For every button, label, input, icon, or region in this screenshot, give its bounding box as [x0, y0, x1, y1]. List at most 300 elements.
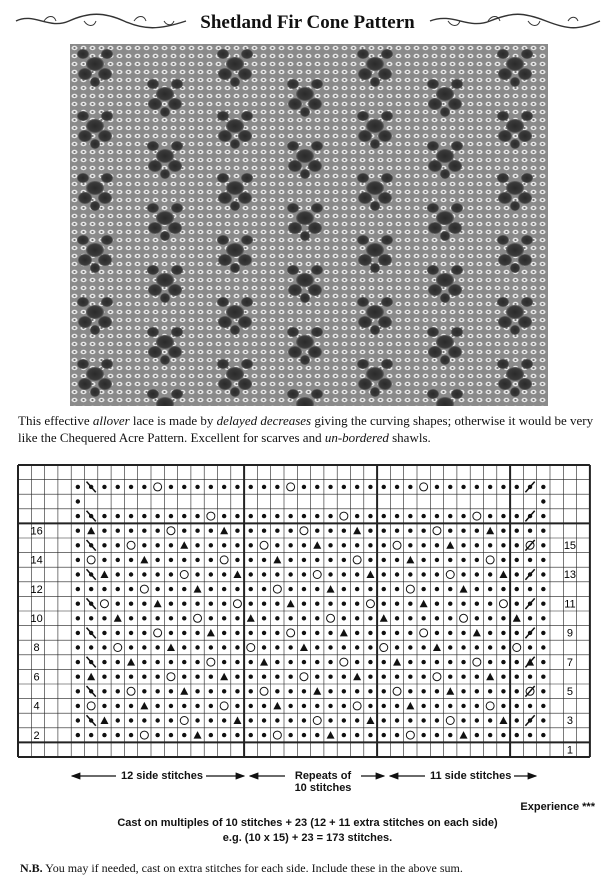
chart-knit-dot [382, 602, 386, 606]
chart-knit-dot [488, 587, 492, 591]
chart-knit-dot [461, 529, 465, 533]
lace-hole [308, 346, 322, 358]
chart-knit-dot [461, 602, 465, 606]
chart-decrease-mark [100, 571, 108, 579]
chart-knit-dot [435, 733, 439, 737]
chart-knit-dot [488, 616, 492, 620]
chart-yo-mark [433, 527, 441, 535]
lace-hole [78, 378, 92, 390]
lace-hole [366, 367, 384, 381]
chart-knit-dot [129, 485, 133, 489]
chart-knit-dot [275, 689, 279, 693]
chart-knit-dot [368, 660, 372, 664]
lace-hole [90, 139, 100, 149]
chart-knit-dot [116, 704, 120, 708]
chart-knit-dot [421, 616, 425, 620]
chart-knit-dot [195, 485, 199, 489]
chart-decrease-mark [486, 527, 494, 535]
lace-hole [147, 265, 159, 275]
chart-knit-dot [515, 631, 519, 635]
chart-knit-dot [515, 543, 519, 547]
chart-knit-dot [435, 587, 439, 591]
chart-yo-mark [100, 600, 108, 608]
chart-knit-dot [541, 733, 545, 737]
chart-decrease-mark [287, 600, 295, 608]
chart-knit-dot [395, 675, 399, 679]
chart-slash-mark [525, 715, 534, 726]
chart-yo-mark [233, 600, 241, 608]
chart-knit-dot [421, 689, 425, 693]
lace-hole [288, 160, 302, 172]
chart-knit-dot [342, 718, 346, 722]
row-number-right: 5 [566, 685, 574, 698]
chart-knit-dot [488, 572, 492, 576]
chart-knit-dot [328, 704, 332, 708]
lace-hole [171, 327, 183, 337]
lace-hole [497, 297, 509, 307]
chart-knit-dot [195, 543, 199, 547]
chart-knit-dot [235, 616, 239, 620]
lace-hole [241, 235, 253, 245]
chart-decrease-mark [366, 717, 374, 725]
chart-knit-dot [209, 718, 213, 722]
chart-knit-dot [195, 675, 199, 679]
chart-knit-dot [421, 675, 425, 679]
lace-hole [171, 265, 183, 275]
chart-knit-dot [395, 529, 399, 533]
chart-knit-dot [155, 529, 159, 533]
lace-swatch-photo [70, 44, 548, 406]
chart-knit-dot [315, 558, 319, 562]
chart-knit-dot [328, 572, 332, 576]
chart-yo-mark [127, 541, 135, 549]
chart-knit-dot [142, 675, 146, 679]
lace-hole [451, 141, 463, 151]
chart-knit-dot [302, 485, 306, 489]
chart-knit-dot [209, 572, 213, 576]
chart-decrease-mark [460, 585, 468, 593]
chart-knit-dot [235, 645, 239, 649]
lace-hole [98, 192, 112, 204]
lace-hole [160, 355, 170, 365]
chart-knit-dot [541, 558, 545, 562]
chart-knit-dot [435, 543, 439, 547]
chart-knit-dot [235, 587, 239, 591]
lace-hole [448, 98, 462, 110]
lace-hole [427, 265, 439, 275]
chart-knit-dot [262, 514, 266, 518]
lace-hole [428, 160, 442, 172]
lace-hole [358, 378, 372, 390]
chart-knit-dot [315, 529, 319, 533]
chart-knit-dot [275, 631, 279, 635]
chart-yo-mark [327, 614, 335, 622]
chart-decrease-mark [167, 644, 175, 652]
row-number-left: 16 [30, 525, 43, 538]
chart-yo-mark [287, 483, 295, 491]
chart-knit-dot [435, 485, 439, 489]
chart-knit-dot [155, 733, 159, 737]
chart-knit-dot [235, 558, 239, 562]
chart-knit-dot [328, 645, 332, 649]
lace-hole [226, 57, 244, 71]
lace-hole [296, 149, 314, 163]
lace-hole [521, 235, 533, 245]
chart-knit-dot [435, 631, 439, 635]
chart-knit-dot [421, 660, 425, 664]
chart-knit-dot [275, 485, 279, 489]
lace-hole [288, 98, 302, 110]
chart-knit-dot [528, 558, 532, 562]
chart-knit-dot [461, 660, 465, 664]
chart-knit-dot [76, 733, 80, 737]
lace-hole [101, 297, 113, 307]
chart-knit-dot [501, 645, 505, 649]
chart-knit-dot [275, 514, 279, 518]
lace-hole [358, 130, 372, 142]
lace-hole [370, 263, 380, 273]
chart-knit-dot [475, 587, 479, 591]
chart-knit-dot [209, 645, 213, 649]
chart-decrease-mark [446, 541, 454, 549]
chart-knit-dot [501, 616, 505, 620]
lace-hole [156, 273, 174, 287]
chart-knit-dot [155, 587, 159, 591]
lace-hole [358, 254, 372, 266]
chart-knit-dot [302, 631, 306, 635]
lace-hole [498, 316, 512, 328]
chart-knit-dot [235, 529, 239, 533]
chart-decrease-mark [87, 673, 95, 681]
chart-knit-dot [382, 558, 386, 562]
chart-knit-dot [328, 675, 332, 679]
chart-knit-dot [395, 558, 399, 562]
chart-yo-mark [300, 527, 308, 535]
chart-knit-dot [355, 689, 359, 693]
chart-decrease-mark [233, 571, 241, 579]
lace-hole [378, 254, 392, 266]
chart-knit-dot [182, 675, 186, 679]
chart-knit-dot [461, 689, 465, 693]
lace-hole [300, 293, 310, 303]
chart-knit-dot [421, 529, 425, 533]
lace-hole [506, 367, 524, 381]
chart-knit-dot [102, 514, 106, 518]
chart-knit-dot [249, 733, 253, 737]
row-number-right: 3 [566, 715, 574, 728]
chart-knit-dot [209, 616, 213, 620]
chart-knit-dot [288, 543, 292, 547]
lace-hole [366, 119, 384, 133]
chart-yo-mark [393, 541, 401, 549]
chart-knit-dot [408, 485, 412, 489]
lace-hole [78, 254, 92, 266]
lace-hole [497, 173, 509, 183]
lace-hole [370, 325, 380, 335]
lace-hole [238, 254, 252, 266]
chart-knit-dot [475, 675, 479, 679]
lace-hole [98, 130, 112, 142]
chart-knit-dot [395, 733, 399, 737]
chart-knit-dot [76, 587, 80, 591]
chart-knit-dot [328, 602, 332, 606]
chart-knit-dot [102, 558, 106, 562]
chart-knit-dot [395, 602, 399, 606]
chart-knit-dot [182, 616, 186, 620]
chart-knit-dot [475, 543, 479, 547]
chart-yo-mark [220, 702, 228, 710]
chart-knit-dot [382, 514, 386, 518]
chart-knit-dot [435, 616, 439, 620]
chart-knit-dot [461, 514, 465, 518]
chart-knit-dot [76, 529, 80, 533]
lace-hole [378, 192, 392, 204]
lace-hole [288, 284, 302, 296]
chart-knit-dot [408, 631, 412, 635]
chart-knit-dot [142, 660, 146, 664]
chart-knit-dot [395, 587, 399, 591]
lace-hole [147, 389, 159, 399]
chart-knit-dot [408, 718, 412, 722]
chart-knit-dot [116, 602, 120, 606]
chart-decrease-mark [499, 571, 507, 579]
lace-hole [217, 297, 229, 307]
chart-yo-mark [420, 483, 428, 491]
chart-knit-dot [501, 733, 505, 737]
chart-knit-dot [448, 733, 452, 737]
chart-knit-dot [302, 616, 306, 620]
chart-knit-dot [421, 587, 425, 591]
chart-knit-dot [142, 645, 146, 649]
chart-knit-dot [541, 631, 545, 635]
chart-knit-dot [368, 587, 372, 591]
row-number-left: 2 [33, 729, 40, 742]
chart-knit-dot [541, 704, 545, 708]
chart-knit-dot [408, 514, 412, 518]
chart-knit-dot [182, 733, 186, 737]
lace-hole [296, 335, 314, 349]
lace-hole [357, 297, 369, 307]
chart-decrease-mark [140, 556, 148, 564]
chart-knit-dot [368, 543, 372, 547]
chart-knit-dot [368, 514, 372, 518]
chart-knit-dot [288, 572, 292, 576]
chart-knit-dot [235, 704, 239, 708]
chart-knit-dot [315, 645, 319, 649]
chart-knit-dot [328, 543, 332, 547]
chart-knit-dot [355, 660, 359, 664]
chart-knit-dot [235, 543, 239, 547]
lace-hole [497, 111, 509, 121]
chart-knit-dot [249, 587, 253, 591]
chart-knit-dot [155, 675, 159, 679]
chart-knit-dot [355, 602, 359, 606]
lace-hole [77, 173, 89, 183]
chart-knit-dot [249, 514, 253, 518]
chart-decrease-mark [433, 644, 441, 652]
chart-knit-dot [209, 529, 213, 533]
chart-decrease-mark [393, 658, 401, 666]
lace-hole [148, 284, 162, 296]
chart-knit-dot [262, 485, 266, 489]
row-number-left: 12 [30, 583, 43, 596]
lace-hole [448, 284, 462, 296]
lace-hole [518, 68, 532, 80]
chart-knit-dot [142, 529, 146, 533]
lace-hole [90, 387, 100, 397]
lace-hole [230, 139, 240, 149]
chart-knit-dot [116, 675, 120, 679]
lace-hole [300, 231, 310, 241]
chart-knit-dot [262, 529, 266, 533]
chart-knit-dot [249, 543, 253, 547]
chart-knit-dot [116, 689, 120, 693]
chart-knit-dot [395, 485, 399, 489]
chart-knit-dot [262, 675, 266, 679]
chart-backslash-mark [87, 482, 96, 493]
chart-knit-dot [129, 572, 133, 576]
row-number-left: 14 [30, 554, 43, 567]
chart-knit-dot [435, 514, 439, 518]
lace-hole [98, 316, 112, 328]
lace-hole [156, 149, 174, 163]
lace-hole [287, 389, 299, 399]
chart-knit-dot [209, 675, 213, 679]
lace-hole [230, 77, 240, 87]
chart-knit-dot [262, 558, 266, 562]
lace-hole [101, 173, 113, 183]
lace-hole [510, 77, 520, 87]
chart-yo-mark [406, 585, 414, 593]
chart-decrease-mark [273, 702, 281, 710]
chart-knit-dot [235, 514, 239, 518]
chart-knit-dot [328, 558, 332, 562]
chart-knit-dot [249, 558, 253, 562]
chart-yo-mark [446, 571, 454, 579]
lace-hole [217, 111, 229, 121]
lace-hole [381, 49, 393, 59]
row-number-left: 6 [33, 671, 40, 684]
lace-hole [381, 111, 393, 121]
left-side-label: 12 side stitches [118, 770, 206, 782]
chart-knit-dot [421, 704, 425, 708]
chart-knit-dot [222, 660, 226, 664]
chart-knit-dot [395, 572, 399, 576]
chart-knit-dot [355, 543, 359, 547]
chart-knit-dot [275, 543, 279, 547]
chart-knit-dot [501, 485, 505, 489]
lace-hole [428, 98, 442, 110]
chart-knit-dot [116, 485, 120, 489]
lace-hole [101, 49, 113, 59]
chart-knit-dot [76, 645, 80, 649]
chart-yo-mark [486, 556, 494, 564]
chart-knit-dot [435, 704, 439, 708]
chart-knit-dot [528, 616, 532, 620]
chart-knit-dot [461, 558, 465, 562]
lace-hole [156, 335, 174, 349]
chart-knit-dot [342, 558, 346, 562]
pattern-description: This effective allover lace is made by delayed decreases giving the curving shapes; otherwise it would be very like the Chequered Acre Pattern. Excellent for scarves and un-bordered shawls. [18, 413, 594, 445]
chart-knit-dot [475, 733, 479, 737]
chart-yo-mark [154, 483, 162, 491]
chart-knit-dot [302, 718, 306, 722]
chart-knit-dot [182, 529, 186, 533]
chart-knit-dot [249, 529, 253, 533]
chart-yo-mark [433, 673, 441, 681]
chart-knit-dot [129, 514, 133, 518]
chart-knit-dot [382, 485, 386, 489]
lace-hole [506, 305, 524, 319]
lace-hole [518, 378, 532, 390]
chart-knit-dot [302, 660, 306, 664]
lace-hole [288, 222, 302, 234]
chart-knit-dot [475, 616, 479, 620]
chart-knit-dot [315, 660, 319, 664]
chart-knit-dot [209, 733, 213, 737]
chart-knit-dot [528, 645, 532, 649]
chart-knit-dot [315, 616, 319, 620]
chart-knit-dot [342, 602, 346, 606]
chart-decrease-mark [380, 614, 388, 622]
chart-knit-dot [302, 602, 306, 606]
chart-yo-mark [114, 644, 122, 652]
chart-knit-dot [408, 602, 412, 606]
chart-knit-dot [541, 616, 545, 620]
chart-knit-dot [515, 689, 519, 693]
lace-hole [358, 68, 372, 80]
chart-yo-mark [180, 571, 188, 579]
chart-knit-dot [182, 587, 186, 591]
lace-hole [296, 273, 314, 287]
chart-knit-dot [501, 689, 505, 693]
chart-knit-dot [262, 718, 266, 722]
chart-knit-dot [368, 689, 372, 693]
chart-knit-dot [222, 572, 226, 576]
chart-knit-dot [448, 704, 452, 708]
lace-hole [171, 203, 183, 213]
chart-knit-dot [262, 704, 266, 708]
lace-hole [78, 130, 92, 142]
chart-knit-dot [209, 602, 213, 606]
chart-knit-dot [222, 631, 226, 635]
lace-hole [308, 98, 322, 110]
chart-knit-dot [169, 631, 173, 635]
chart-knit-dot [421, 514, 425, 518]
lace-hole [238, 316, 252, 328]
chart-knit-dot [515, 660, 519, 664]
chart-knit-dot [302, 587, 306, 591]
chart-decrease-mark [207, 629, 215, 637]
chart-knit-dot [275, 616, 279, 620]
lace-hole [427, 389, 439, 399]
lace-hole [238, 192, 252, 204]
chart-backslash-mark [87, 686, 96, 697]
chart-decrease-mark [473, 629, 481, 637]
chart-decrease-mark [460, 731, 468, 739]
chart-knit-dot [342, 645, 346, 649]
chart-knit-dot [475, 704, 479, 708]
lace-hole [218, 316, 232, 328]
lace-hole [98, 68, 112, 80]
chart-knit-dot [302, 572, 306, 576]
chart-knit-dot [448, 558, 452, 562]
chart-decrease-mark [260, 658, 268, 666]
chart-knit-dot [129, 631, 133, 635]
chart-knit-dot [421, 718, 425, 722]
chart-knit-dot [288, 645, 292, 649]
chart-knit-dot [315, 485, 319, 489]
